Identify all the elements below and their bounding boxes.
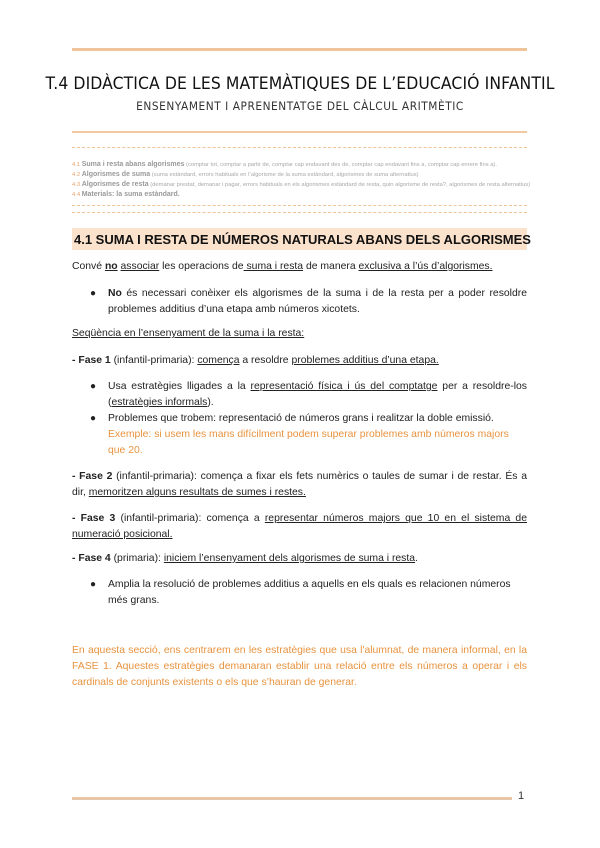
fase-4-paragraph (72, 551, 532, 567)
fase-text: . (415, 553, 418, 564)
bullet-text: Usa estratègies lligades a la (108, 381, 251, 392)
intro-emphasis: no (104, 261, 118, 272)
section-heading (72, 228, 531, 250)
toc-item[interactable] (72, 170, 532, 180)
fase-1-bullet-problems (108, 411, 527, 459)
document-subtitle: ENSENYAMENT I APRENENTATGE DEL CÀLCUL ARITMÈTIC (136, 99, 464, 113)
bullet-text: ). (207, 397, 214, 408)
bullet-text: és necessari conèixer els algorismes de la suma i de la resta per a poder resoldre problemes additius d’una etapa amb números xicotets. (108, 288, 527, 315)
bullet-icon: ● (90, 413, 97, 424)
fase-underline: comença (197, 355, 240, 366)
fase-underline: memoritzen alguns resultats de sumes i restes. (88, 487, 306, 498)
toc-item-number: 4.4 (72, 192, 81, 198)
toc-item-detail: (suma estàndard, errors habituals en l’algorisme de la suma estàndard, algorismes de suma alternatius) (151, 172, 419, 178)
top-rule (72, 48, 527, 51)
toc-item-number: 4.2 (72, 172, 81, 178)
fase-label: - Fase 1 (72, 355, 111, 366)
fase-label: - Fase 2 (72, 471, 113, 482)
intro-underline: exclusiva a l’ús d’algorismes. (358, 261, 493, 272)
example-text: Exemple: si usem les mans difícilment podem superar problemes amb números majors que 20. (108, 429, 509, 456)
intro-text: Convé (72, 261, 105, 272)
footer-rule (72, 797, 512, 800)
fase-text: (infantil-primaria): (110, 355, 198, 366)
fase-text: a resoldre (239, 355, 292, 366)
document-title: T.4 DIDÀCTICA DE LES MATEMÀTIQUES DE L’EDUCACIÓ INFANTIL (45, 74, 555, 94)
intro-underline: associar (120, 261, 160, 272)
sequence-title: Seqüència en l’ensenyament de la suma i la resta: (72, 328, 305, 339)
bullet-text: Problemes que trobem: representació de números grans i realitzar la doble emissió. (108, 413, 494, 424)
bullet-underline: estratègies informals (111, 397, 208, 408)
section-heading-text: 4.1 SUMA I RESTA DE NÚMEROS NATURALS ABANS DELS ALGORISMES (74, 232, 531, 247)
intro-underline: suma i resta (243, 261, 304, 272)
toc-item[interactable] (72, 180, 532, 190)
toc-item-title: Algorismes de resta (81, 181, 149, 188)
fase-label: - Fase 3 (72, 513, 116, 524)
fase-4-bullet: Amplia la resolució de problemes additius a aquells en els quals es relacionen números més grans. (108, 579, 511, 606)
bullet-icon: ● (90, 288, 97, 299)
intro-paragraph (72, 259, 532, 275)
toc-item[interactable] (72, 190, 532, 200)
toc-bottom-dash (72, 205, 527, 206)
intro-text: les operacions de (159, 261, 244, 272)
fase-text: (infantil-primaria): comença a fixar els fets numèrics o taules de sumar i de restar. És a dir, (72, 471, 527, 498)
fase-1-bullet-strategies (108, 379, 527, 411)
table-of-contents (72, 160, 532, 200)
toc-item-detail: (demanar prestat, demanar i pagar, errors habituals en els algorismes estàndard de resta, quin algorisme de resta?, algorismes de resta alternatius) (150, 182, 531, 188)
toc-item-number: 4.1 (72, 162, 81, 168)
closing-paragraph: En aquesta secció, ens centrarem en les estratègies que usa l'alumnat, de manera informal, en la FASE 1. Aquestes estratègies demanaran establir una relació entre els números a operar i els cardinals de conjunts existents o els que s’hauran de generar. (72, 645, 527, 688)
bullet-icon: ● (90, 381, 97, 392)
fase-text: (infantil-primaria): comença a (115, 513, 265, 524)
fase-underline: problemes additius d’una etapa. (291, 355, 439, 366)
fase-1-paragraph (72, 353, 532, 369)
bullet-text: per a resoldre-los ( (108, 381, 527, 408)
bullet-underline: representació física i ús del comptatge (250, 381, 438, 392)
toc-top-dash (72, 147, 527, 148)
fase-text: (primaria): (110, 553, 164, 564)
fase-underline: representar números majors que 10 en el sistema de numeració posicional. (72, 513, 527, 540)
fase-3-paragraph (72, 511, 527, 543)
toc-item-number: 4.3 (72, 182, 81, 188)
toc-item-title: Materials: la suma estàndard. (81, 191, 180, 198)
intro-text: de manera (303, 261, 359, 272)
fase-underline: iniciem l’ensenyament dels algorismes de suma i resta (163, 553, 416, 564)
toc-item[interactable] (72, 160, 532, 170)
toc-bottom-dash-2 (72, 212, 527, 213)
toc-item-title: Algorismes de suma (81, 171, 151, 178)
toc-item-title: Suma i resta abans algorismes (81, 161, 185, 168)
page-number: 1 (518, 790, 525, 802)
bullet-icon: ● (90, 579, 97, 590)
toc-item-detail: (comptar tot, comptar a partir de, comptar cap endavant des de, comptar cap endavant fins a, comptar cap enrere fins a). (186, 162, 497, 168)
bullet-no-algorithms (108, 286, 527, 318)
bullet-emphasis: No (108, 288, 122, 299)
fase-2-paragraph (72, 469, 527, 501)
fase-label: - Fase 4 (72, 553, 111, 564)
toc-top-rule (72, 131, 527, 133)
